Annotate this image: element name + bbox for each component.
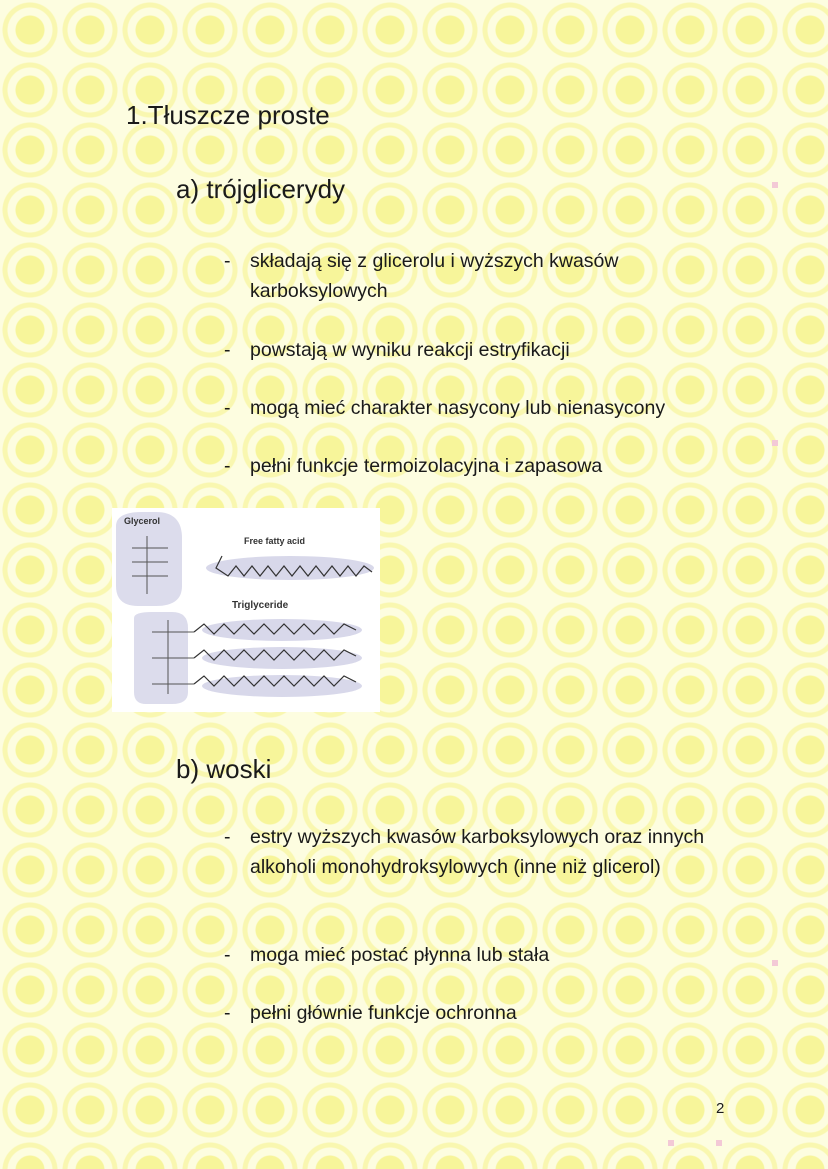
bullet-item xyxy=(224,393,744,423)
triglyceride-diagram-svg xyxy=(112,508,380,712)
bullet-item xyxy=(224,822,744,882)
bullet-text: składają się z glicerolu i wyższych kwasów karboksylowych xyxy=(250,250,619,302)
bullet-text: pełni funkcje termoizolacyjna i zapasowa xyxy=(250,455,603,477)
decorative-dot xyxy=(772,440,778,446)
bullet-text: estry wyższych kwasów karboksylowych oraz innych alkoholi monohydroksylowych (inne niż glicerol) xyxy=(250,826,705,878)
triglyceride-chain-shape xyxy=(202,647,362,669)
decorative-dot xyxy=(716,1140,722,1146)
bullet-item xyxy=(224,451,744,481)
bullet-dash: - xyxy=(224,397,231,419)
decorative-dot xyxy=(668,1140,674,1146)
bullet-dash: - xyxy=(224,944,231,966)
triglyceride-label: Triglyceride xyxy=(232,600,289,611)
page-number: 2 xyxy=(716,1100,725,1117)
bullet-dash: - xyxy=(224,455,231,477)
fatty-acid-shape xyxy=(206,556,374,580)
triglyceride-diagram xyxy=(112,508,380,712)
bullet-item xyxy=(224,940,744,970)
glycerol-shape xyxy=(116,512,182,606)
bullet-item xyxy=(224,246,744,306)
glycerol-label: Glycerol xyxy=(124,516,161,526)
section-b-title: b) woski xyxy=(176,754,272,784)
bullet-dash: - xyxy=(224,1002,231,1024)
main-heading: 1.Tłuszcze proste xyxy=(126,100,330,130)
bullet-text: mogą mieć charakter nasycony lub nienasycony xyxy=(250,397,666,419)
bullet-text: moga mieć postać płynna lub stała xyxy=(250,944,550,966)
decorative-dot xyxy=(772,182,778,188)
bullet-dash: - xyxy=(224,826,231,848)
bullet-item xyxy=(224,335,744,365)
bullet-text: pełni głównie funkcje ochronna xyxy=(250,1002,517,1024)
bullet-dash: - xyxy=(224,339,231,361)
section-a-title: a) trójglicerydy xyxy=(176,174,346,204)
fatty-acid-label: Free fatty acid xyxy=(244,536,306,546)
bullet-item xyxy=(224,998,744,1028)
decorative-dot xyxy=(772,960,778,966)
bullet-dash: - xyxy=(224,250,231,272)
bullet-text: powstają w wyniku reakcji estryfikacji xyxy=(250,339,570,361)
